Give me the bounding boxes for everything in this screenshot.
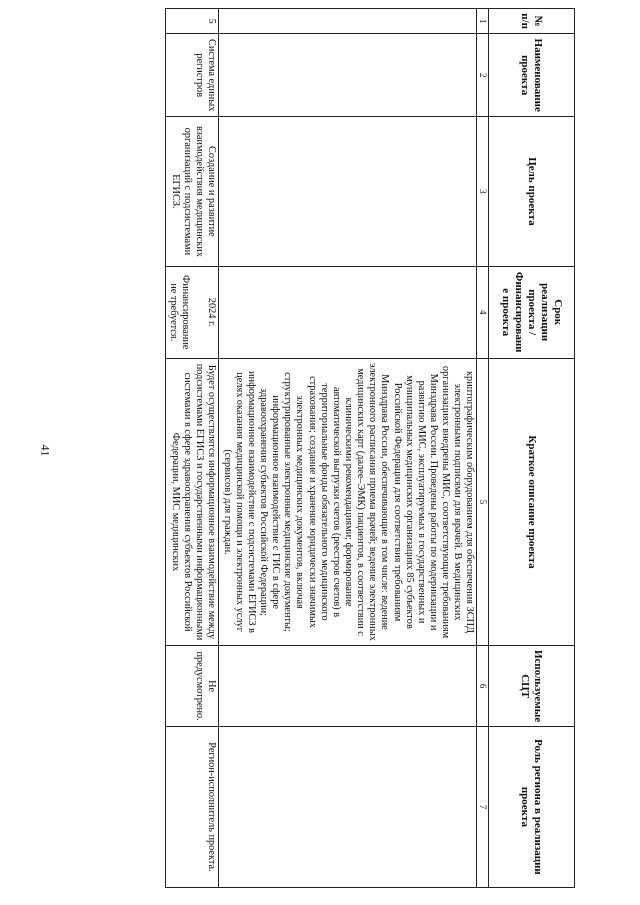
header-goal: Цель проекта — [489, 117, 575, 267]
column-number: 4 — [477, 266, 489, 358]
project-role: Регион-исполнитель проекта. — [166, 726, 219, 887]
project-goal: Создание и развитие взаимодействия медицинских организаций с подсистемами ЕГИСЗ. — [166, 117, 219, 267]
project-description: Будет осуществлятся информационное взаимодействие между подсистемами ЕГИСЗ и государственными информационными системами в сфере здравоохранения субъектов Российской Федерации, МИС медицинских — [166, 358, 219, 646]
row-number: 5 — [166, 9, 219, 34]
project-tech: Не предусмотрено. — [166, 646, 219, 727]
project-term — [166, 266, 219, 358]
column-number: 7 — [477, 726, 489, 887]
projects-table-wrapper — [50, 8, 575, 873]
header-term: Срок реализации проекта / Финансирование проекта — [489, 266, 575, 358]
page-number: 41 — [38, 444, 53, 457]
header-row — [489, 9, 575, 888]
header-name: Наименование проекта — [489, 34, 575, 117]
table-row — [166, 9, 219, 888]
header-num: № п/п — [489, 9, 575, 34]
finance-value: Финансирование не требуется. — [168, 274, 192, 350]
table-row — [219, 9, 477, 888]
description-cell: криптографическим оборудованием для обеспечения ЗСПД электронными подписями для врачей. В медицинских организациях внедрены МИС, соответствующие требованиям Минздрава России. Проведены работы по модернизации и развитию МИС, эксплуатируемых в государственных и муниципальных медицинских организациях 85 субъектов Российской Федерации для соответствия требованиям Минздрава России, обеспечивающие в том числе: ведение электронного расписания приема врачей; ведение электронных медицинских карт (далее–ЭМК) пациентов, в соответствии с клиническими рекомендациями; формирование автоматической выгрузки счетов (реестров счетов) в территориальные фонды обязательного медицинского страхования; создание и хранение юридически значимых электронных медицинских документов, включая структурированные электронные медицинские документы; информационное взаимодействие с ГИС в сфере здравоохранения субъектов Российской Федерации; информационное взаимодействие с подсистемами ЕГИСЗ в целях оказания медицинской помощи и электронных услуг (сервисов) для граждан. — [219, 358, 477, 646]
column-number: 3 — [477, 117, 489, 267]
projects-table — [165, 8, 575, 888]
term-value: 2024 г. — [206, 297, 218, 327]
column-number: 5 — [477, 358, 489, 646]
column-number: 1 — [477, 9, 489, 34]
project-name: Система единых регистров — [166, 34, 219, 117]
header-role: Роль региона в реализации проекта — [489, 726, 575, 887]
column-number-row — [477, 9, 489, 888]
column-number: 2 — [477, 34, 489, 117]
column-number: 6 — [477, 646, 489, 727]
header-tech: Используемые СЦТ — [489, 646, 575, 727]
header-description: Краткое описание проекта — [489, 358, 575, 646]
